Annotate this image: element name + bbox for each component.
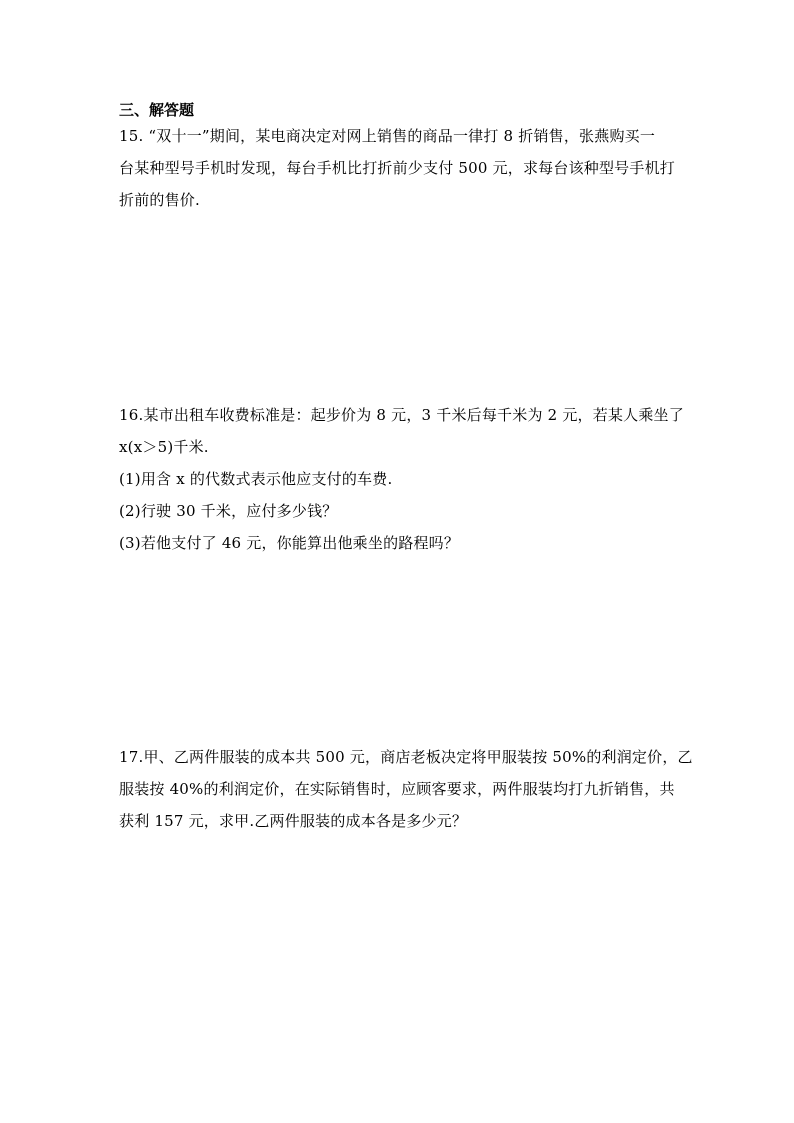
question-17-line-3: 获利 157 元，求甲.乙两件服装的成本各是多少元？	[119, 812, 468, 830]
section-title: 三、解答题	[119, 101, 195, 119]
question-16-part-3: (3)若他支付了 46 元，你能算出他乘坐的路程吗？	[119, 534, 460, 552]
question-16-part-1: (1)用含 x 的代数式表示他应支付的车费.	[119, 470, 393, 488]
question-17-line-1: 17.甲、乙两件服装的成本共 500 元，商店老板决定将甲服装按 50%的利润定价，乙	[119, 748, 693, 766]
question-16-part-2: (2)行驶 30 千米，应付多少钱？	[119, 502, 338, 520]
question-15-line-1: 15. “双十一”期间，某电商决定对网上销售的商品一律打 8 折销售，张燕购买一	[119, 127, 656, 145]
question-16-line-2: x(x＞5)千米.	[119, 438, 209, 456]
question-15-line-2: 台某种型号手机时发现，每台手机比打折前少支付 500 元，求每台该种型号手机打	[119, 159, 675, 177]
question-17-line-2: 服装按 40%的利润定价，在实际销售时，应顾客要求，两件服装均打九折销售，共	[119, 780, 675, 798]
question-16-line-1: 16.某市出租车收费标准是：起步价为 8 元，3 千米后每千米为 2 元，若某人乘坐了	[119, 406, 684, 424]
question-15-line-3: 折前的售价.	[119, 191, 200, 209]
